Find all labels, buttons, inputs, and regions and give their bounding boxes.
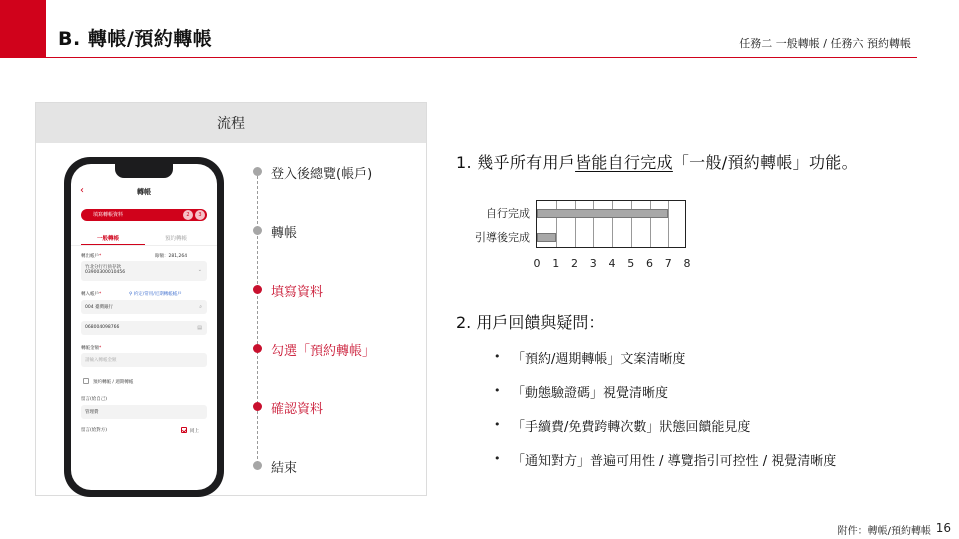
chart-gridline [668, 201, 669, 247]
timeline-dot [253, 402, 262, 411]
step-dot-3: 3 [195, 210, 205, 220]
chart-x-tick-label: 1 [552, 257, 560, 270]
from-account-label: 轉出帳戶* [81, 254, 102, 259]
chart-x-tick-label: 3 [589, 257, 597, 270]
chart-bar [537, 209, 668, 218]
note-self-input[interactable] [81, 405, 207, 419]
phone-screen [71, 164, 217, 490]
chart-bar [537, 233, 556, 242]
to-account-label: 轉入帳戶* [81, 292, 102, 297]
feedback-item: 「預約/週期轉帳」文案清晰度 [512, 352, 686, 367]
chart-plot-area [536, 200, 686, 248]
tab-divider [71, 245, 217, 246]
tab-general-transfer[interactable]: 一般轉帳 [97, 236, 120, 242]
chevron-left-icon[interactable]: ‹ [80, 185, 84, 196]
chart-category-label: 自行完成 [486, 207, 530, 220]
phone-mockup [64, 157, 224, 497]
phone-title: 轉帳 [137, 188, 151, 196]
chart-x-tick-label: 2 [571, 257, 578, 270]
tab-scheduled-transfer[interactable]: 預約轉帳 [165, 236, 188, 242]
from-account-number: 03900300010456 [85, 270, 126, 275]
timeline-dot [253, 285, 262, 294]
amount-placeholder: 請輸入轉帳金額 [85, 358, 117, 363]
feedback-item: 「動態驗證碼」視覺清晰度 [512, 386, 669, 401]
flow-panel [35, 102, 427, 496]
chart-category-label: 引導後完成 [475, 231, 530, 244]
finding-1-prefix: 1. 幾乎所有用戶 [456, 153, 576, 172]
chart-x-tick-label: 5 [627, 257, 635, 270]
header-divider [0, 57, 917, 58]
chart-x-tick-label: 8 [683, 257, 691, 270]
timeline-line [257, 171, 258, 464]
feedback-item: 「通知對方」普遍可用性 / 導覽指引可控性 / 視覺清晰度 [512, 454, 837, 469]
flow-step-check-schedule: 勾選「預約轉帳」 [271, 344, 376, 359]
from-account-name: 竹北分行行員存款 [85, 265, 121, 270]
flow-step-confirm: 確認資料 [271, 402, 324, 417]
chart-x-tick-label: 6 [646, 257, 653, 270]
footer-text: 附件：轉帳/預約轉帳 [837, 526, 931, 537]
note-self-label: 留言(給自己) [81, 397, 108, 402]
finding-1-emphasis: 皆能自行完成 [575, 153, 673, 172]
saved-accounts-link[interactable]: ⚲ 約定/常用/近期轉帳帳戶 [129, 292, 182, 297]
timeline-dot [253, 226, 262, 235]
chart-x-tick-label: 7 [664, 257, 672, 270]
accent-block [0, 0, 46, 58]
chart-x-tick-label: 4 [608, 257, 616, 270]
contacts-icon: ▤ [197, 325, 202, 331]
bullet-icon: • [494, 452, 501, 465]
bullet-icon: • [494, 384, 501, 397]
chart-x-tick-label: 0 [533, 257, 541, 270]
page-title: B. 轉帳/預約轉帳 [58, 28, 213, 50]
note-other-label: 留言(給對方) [81, 428, 108, 433]
flow-header: 流程 [36, 103, 426, 143]
chevron-down-icon: ⌄ [197, 267, 202, 273]
schedule-checkbox[interactable] [83, 378, 89, 384]
finding-1-suffix: 「一般/預約轉帳」功能。 [672, 153, 858, 172]
finding-1 [456, 150, 858, 173]
note-self-value: 管理費 [85, 410, 99, 415]
bullet-icon: • [494, 350, 501, 363]
step-label: 填寫轉帳資料 [93, 212, 124, 218]
step-dot-2: 2 [183, 210, 193, 220]
bank-value: 004 臺灣銀行 [85, 305, 114, 310]
breadcrumb: 任務二 一般轉帳 / 任務六 預約轉帳 [739, 37, 911, 50]
flow-step-login: 登入後總覽(帳戶) [271, 167, 373, 182]
from-account-select[interactable] [81, 261, 207, 281]
person-icon: ⚲ [129, 292, 134, 297]
flow-step-transfer: 轉帳 [271, 226, 298, 241]
timeline-dot [253, 461, 262, 470]
bullet-icon: • [494, 418, 501, 431]
timeline-dot [253, 167, 262, 176]
amount-label: 轉帳金額* [81, 346, 102, 351]
flow-step-end: 結束 [271, 461, 298, 476]
page-number: 16 [935, 521, 951, 535]
same-as-above-checkbox[interactable] [181, 427, 187, 433]
bank-select[interactable] [81, 300, 207, 314]
amount-input[interactable] [81, 353, 207, 367]
same-as-above-label: 同上 [190, 429, 199, 434]
flow-step-fill-data: 填寫資料 [271, 285, 324, 300]
timeline-dot [253, 344, 262, 353]
account-number-input[interactable] [81, 321, 207, 335]
finding-2-title: 2. 用戶回饋與疑問： [456, 313, 605, 332]
phone-notch [115, 164, 173, 178]
search-icon: ⌕ [199, 304, 202, 310]
balance-text: 餘額：281,264 [155, 254, 188, 259]
account-number-value: 068004098766 [85, 325, 120, 330]
schedule-checkbox-label: 預約轉帳 / 週期轉帳 [93, 380, 134, 385]
feedback-item: 「手續費/免費跨轉次數」狀態回饋能見度 [512, 420, 751, 435]
